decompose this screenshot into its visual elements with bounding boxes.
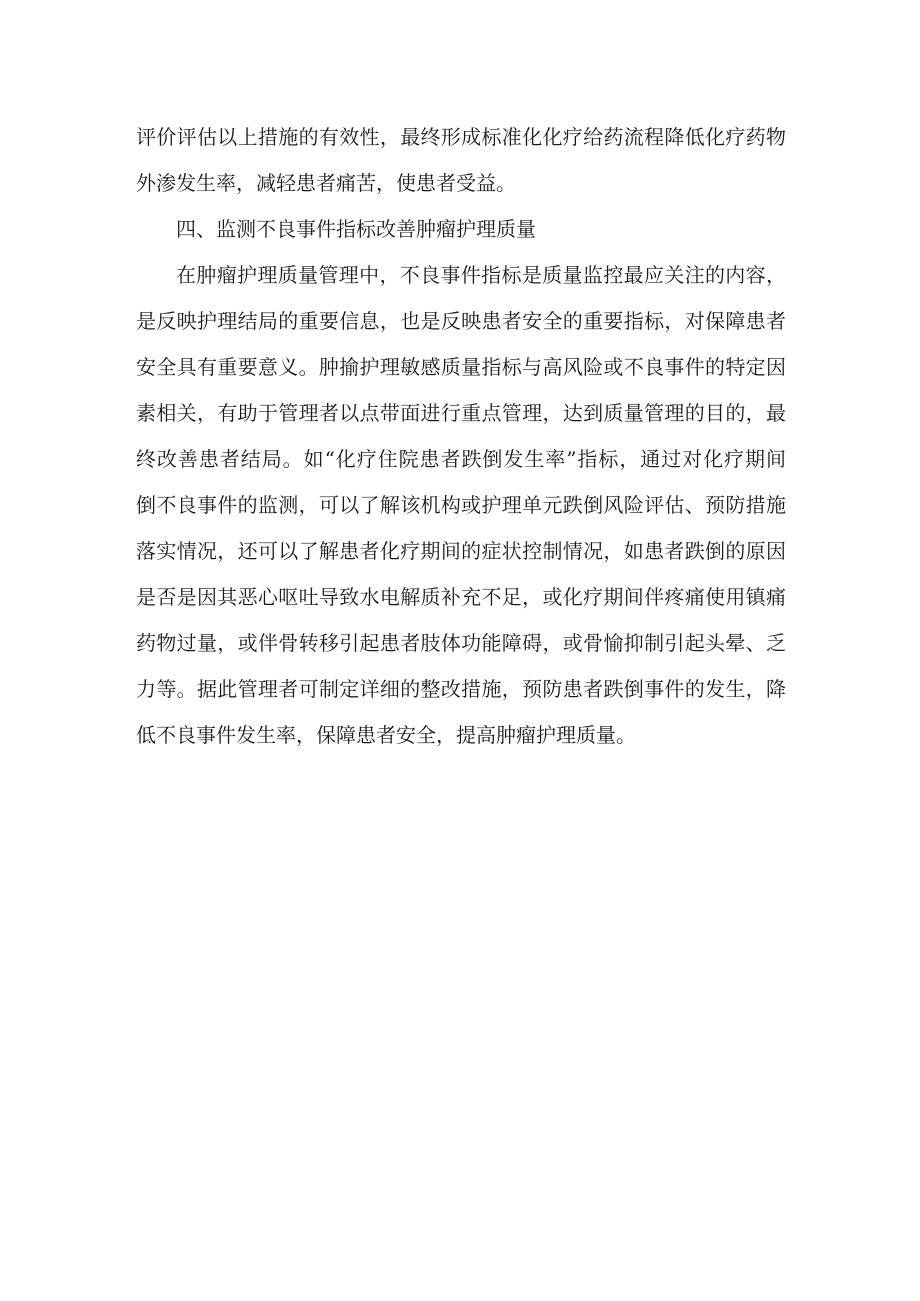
paragraph-line: 评价评估以上措施的有效性，最终形成标准化化疗给药流程降低化疗药物 <box>136 125 786 149</box>
paragraph-line: 外渗发生率，减轻患者痛苦，使患者受益。 <box>136 171 516 195</box>
intro-paragraph <box>136 114 786 206</box>
paragraph-line: 是否是因其恶心呕吐导致水电解质补充不足，或化疗期间伴疼痛使用镇痛 <box>136 585 786 609</box>
paragraph-line: 落实情况，还可以了解患者化疗期间的症状控制情况，如患者跌倒的原因 <box>136 539 786 563</box>
paragraph-line: 素相关，有助于管理者以点带面进行重点管理，达到质量管理的目的，最 <box>136 401 786 425</box>
paragraph-line: 倒不良事件的监测，可以了解该机构或护理单元跌倒风险评估、预防措施 <box>136 493 786 517</box>
paragraph-line: 力等。据此管理者可制定详细的整改措施，预防患者跌倒事件的发生，降 <box>136 677 786 701</box>
paragraph-line: 终改善患者结局。如“化疗住院患者跌倒发生率”指标，通过对化疗期间 <box>136 447 786 471</box>
paragraph-line: 低不良事件发生率，保障患者安全，提高肿瘤护理质量。 <box>136 723 636 747</box>
paragraph-line: 安全具有重要意义。肿揄护理敏感质量指标与高风险或不良事件的特定因 <box>136 355 786 379</box>
section-heading: 四、监测不良事件指标改善肿瘤护理质量 <box>176 217 536 241</box>
paragraph-line: 是反映护理结局的重要信息，也是反映患者安全的重要指标，对保障患者 <box>136 309 786 333</box>
paragraph-line: 在肿瘤护理质量管理中，不良事件指标是质量监控最应关注的内容， <box>176 263 786 287</box>
paragraph-line: 药物过量，或伴骨转移引起患者肢体功能障碍，或骨愉抑制引起头晕、乏 <box>136 631 786 655</box>
body-paragraph <box>136 252 786 758</box>
document-body <box>136 114 786 758</box>
